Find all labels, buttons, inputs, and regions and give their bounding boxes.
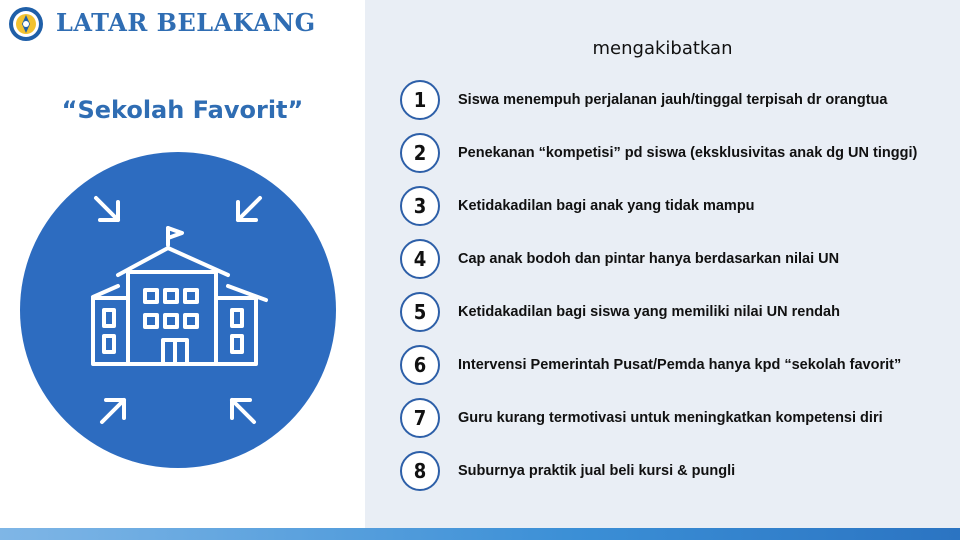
list-item [400, 76, 956, 124]
item-text: Intervensi Pemerintah Pusat/Pemda hanya kpd “sekolah favorit” [458, 357, 902, 373]
list-item [400, 447, 956, 495]
list-item [400, 182, 956, 230]
ministry-logo-icon [8, 6, 44, 42]
item-number-badge: 7 [400, 398, 440, 438]
item-number-badge: 6 [400, 345, 440, 385]
list-item [400, 235, 956, 283]
list-item [400, 129, 956, 177]
item-number-badge: 3 [400, 186, 440, 226]
bottom-band [0, 528, 960, 540]
item-text: Penekanan “kompetisi” pd siswa (eksklusivitas anak dg UN tinggi) [458, 145, 918, 161]
list-item [400, 288, 956, 336]
list-item [400, 394, 956, 442]
school-building-icon [18, 150, 338, 470]
consequence-heading: mengakibatkan [592, 38, 733, 59]
item-number-badge: 1 [400, 80, 440, 120]
item-text: Ketidakadilan bagi siswa yang memiliki nilai UN rendah [458, 304, 840, 320]
item-text: Cap anak bodoh dan pintar hanya berdasarkan nilai UN [458, 251, 840, 267]
item-number-badge: 8 [400, 451, 440, 491]
page-title: LATAR BELAKANG [56, 8, 316, 37]
item-number-badge: 5 [400, 292, 440, 332]
item-number-badge: 2 [400, 133, 440, 173]
item-number-badge: 4 [400, 239, 440, 279]
item-text: Guru kurang termotivasi untuk meningkatkan kompetensi diri [458, 410, 883, 426]
list-item [400, 341, 956, 389]
item-text: Siswa menempuh perjalanan jauh/tinggal terpisah dr orangtua [458, 92, 888, 108]
item-text: Suburnya praktik jual beli kursi & pungli [458, 463, 736, 479]
subject-title: “Sekolah Favorit” [61, 96, 304, 124]
item-text: Ketidakadilan bagi anak yang tidak mampu [458, 198, 755, 214]
